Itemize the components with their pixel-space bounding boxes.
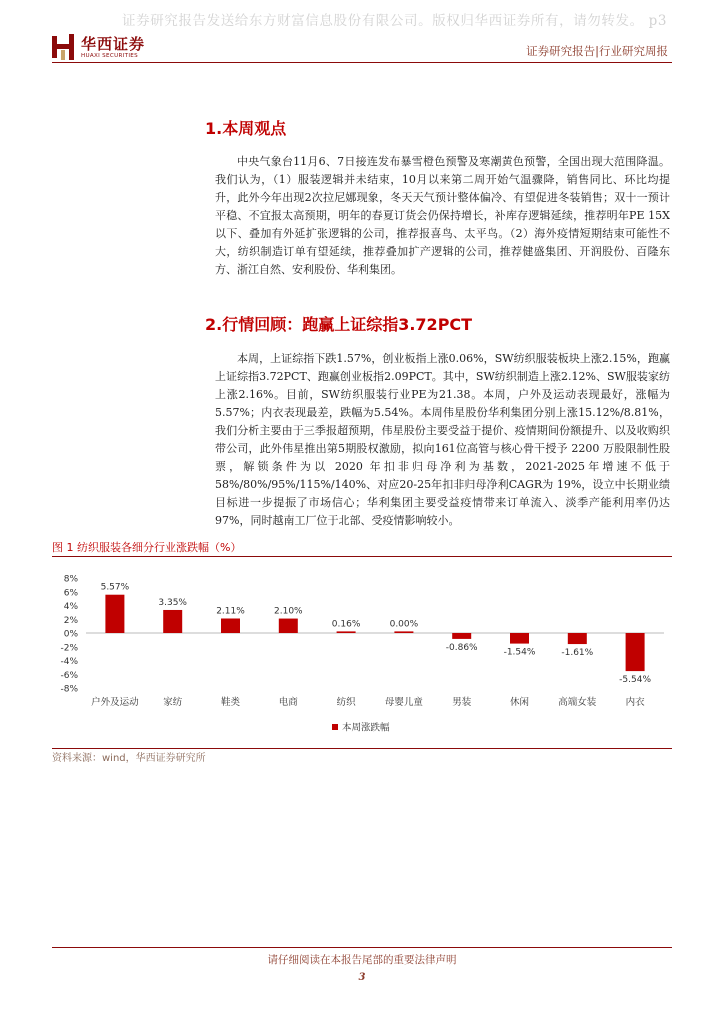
data-label: -1.61% (561, 648, 594, 659)
x-tick-label: 家纺 (163, 697, 183, 708)
y-tick-label: -2% (60, 643, 78, 654)
x-tick-label: 纺织 (336, 697, 356, 708)
huaxi-logo-icon (52, 34, 74, 60)
section-2-body: 本周，上证综指下跌1.57%，创业板指上涨0.06%，SW纺织服装板块上涨2.15%，跑赢上证综指3.72PCT、跑赢创业板指2.09PCT。其中，SW纺织制造上涨2.12%、SW服装家纺上涨2.16%。目前，SW纺织服装行业PE为21.38。本周，户外及运动表现最好，涨幅为5.57%；内衣表现最差，跌幅为5.54%。本周伟星股份华利集团分别上涨15.12%/8.81%，我们分析主要由于三季报超预期，伟星股份主要受益于提价、疫情期间份额提升、以及收购织带公司，此外伟星推出第5期股权激励，拟向161位高管与核心骨干授予 2200 万股限制性股票，解锁条件为以 2020 年扣非归母净利为基数，2021-2025年增速不低于58%/80%/95%/115%/140%、对应20-25年扣非归母净利CAGR为 19%，设立中长期业绩目标进一步提振了市场信心；华利集团主要受益疫情带来订单流入、淡季产能利用率仍达97%，同时越南工厂位于北部、受疫情影响较小。 (215, 352, 670, 527)
bar (510, 633, 529, 644)
bar (221, 618, 240, 633)
y-tick-label: 0% (63, 629, 78, 640)
y-tick-label: 6% (63, 588, 78, 599)
y-axis (60, 575, 78, 695)
x-tick-label: 高端女装 (558, 697, 597, 708)
x-tick-label: 休闲 (509, 697, 530, 708)
figure-source: 资料来源：wind，华西证券研究所 (52, 753, 206, 764)
x-tick-label: 鞋类 (220, 697, 241, 708)
figure-top-divider (52, 556, 672, 557)
data-label: 2.10% (274, 606, 303, 617)
y-tick-label: -6% (60, 670, 78, 681)
bar (337, 631, 356, 633)
section-1-body: 中央气象台11月6、7日接连发布暴雪橙色预警及寒潮黄色预警，全国出现大范围降温。我们认为，（1）服装逻辑并未结束，10月以来第二周开始气温骤降，销售同比、环比均提升，此外今年出现2次拉尼娜现象，冬天天气预计整体偏冷、有望促进冬装销售；双十一预计平稳、不宜报太高预期，明年的春夏订货会仍保持增长，补库存逻辑延续，推荐明年PE 15X以下、叠加有外延扩张逻辑的公司，推荐报喜鸟、太平鸟。（2）海外疫情短期结束可能性不大，纺织制造订单有望延续，推荐叠加扩产逻辑的公司，推荐健盛集团、开润股份、百隆东方、浙江自然、安利股份、华利集团。 (215, 155, 670, 276)
legend (332, 722, 390, 734)
y-tick-label: 8% (63, 574, 78, 585)
data-label: 0.16% (331, 619, 361, 630)
data-label: 3.35% (158, 597, 187, 608)
watermark: 证券研究报告发送给东方财富信息股份有限公司。版权归华西证券所有，请勿转发。 p3 (122, 13, 668, 29)
bar (452, 633, 471, 639)
data-label: 0.00% (389, 619, 419, 630)
data-label: -1.54% (503, 647, 536, 658)
data-label: -0.86% (445, 642, 478, 653)
bar-chart (52, 560, 672, 748)
page-number: 3 (358, 972, 366, 983)
logo-text-cn: 华西证券 (81, 35, 146, 53)
footer-divider (52, 947, 672, 948)
logo-text-en: HUAXI SECURITIES (81, 53, 138, 59)
bar (626, 633, 645, 671)
y-tick-label: 4% (63, 602, 78, 612)
header-divider (52, 62, 672, 63)
bar (394, 631, 413, 633)
data-label: 5.57% (100, 582, 130, 593)
section-2-title: 2.行情回顾：跑赢上证综指3.72PCT (205, 315, 473, 334)
figure-title: 图 1 纺织服装各细分行业涨跌幅（%） (52, 541, 242, 554)
data-label: 2.11% (216, 606, 245, 617)
bar (568, 633, 587, 644)
y-tick-label: 2% (63, 615, 78, 626)
y-tick-label: -8% (60, 684, 78, 695)
y-tick-label: -4% (60, 657, 78, 667)
x-tick-label: 母婴儿童 (384, 697, 423, 708)
data-label: -5.54% (619, 675, 652, 686)
x-tick-label: 户外及运动 (91, 697, 139, 708)
x-tick-label: 男装 (452, 697, 472, 708)
legend-swatch (332, 724, 338, 730)
report-type-label: 证券研究报告|行业研究周报 (526, 44, 668, 58)
footer-legal-notice: 请仔细阅读在本报告尾部的重要法律声明 (267, 954, 457, 966)
bar (163, 610, 182, 633)
bar (279, 619, 298, 633)
x-axis-labels (91, 696, 645, 708)
x-tick-label: 内衣 (625, 697, 645, 708)
section-1-title: 1.本周观点 (205, 119, 287, 138)
bar (105, 595, 124, 633)
company-logo (52, 30, 167, 64)
x-tick-label: 电商 (278, 697, 298, 708)
legend-label: 本周涨跌幅 (342, 722, 390, 734)
